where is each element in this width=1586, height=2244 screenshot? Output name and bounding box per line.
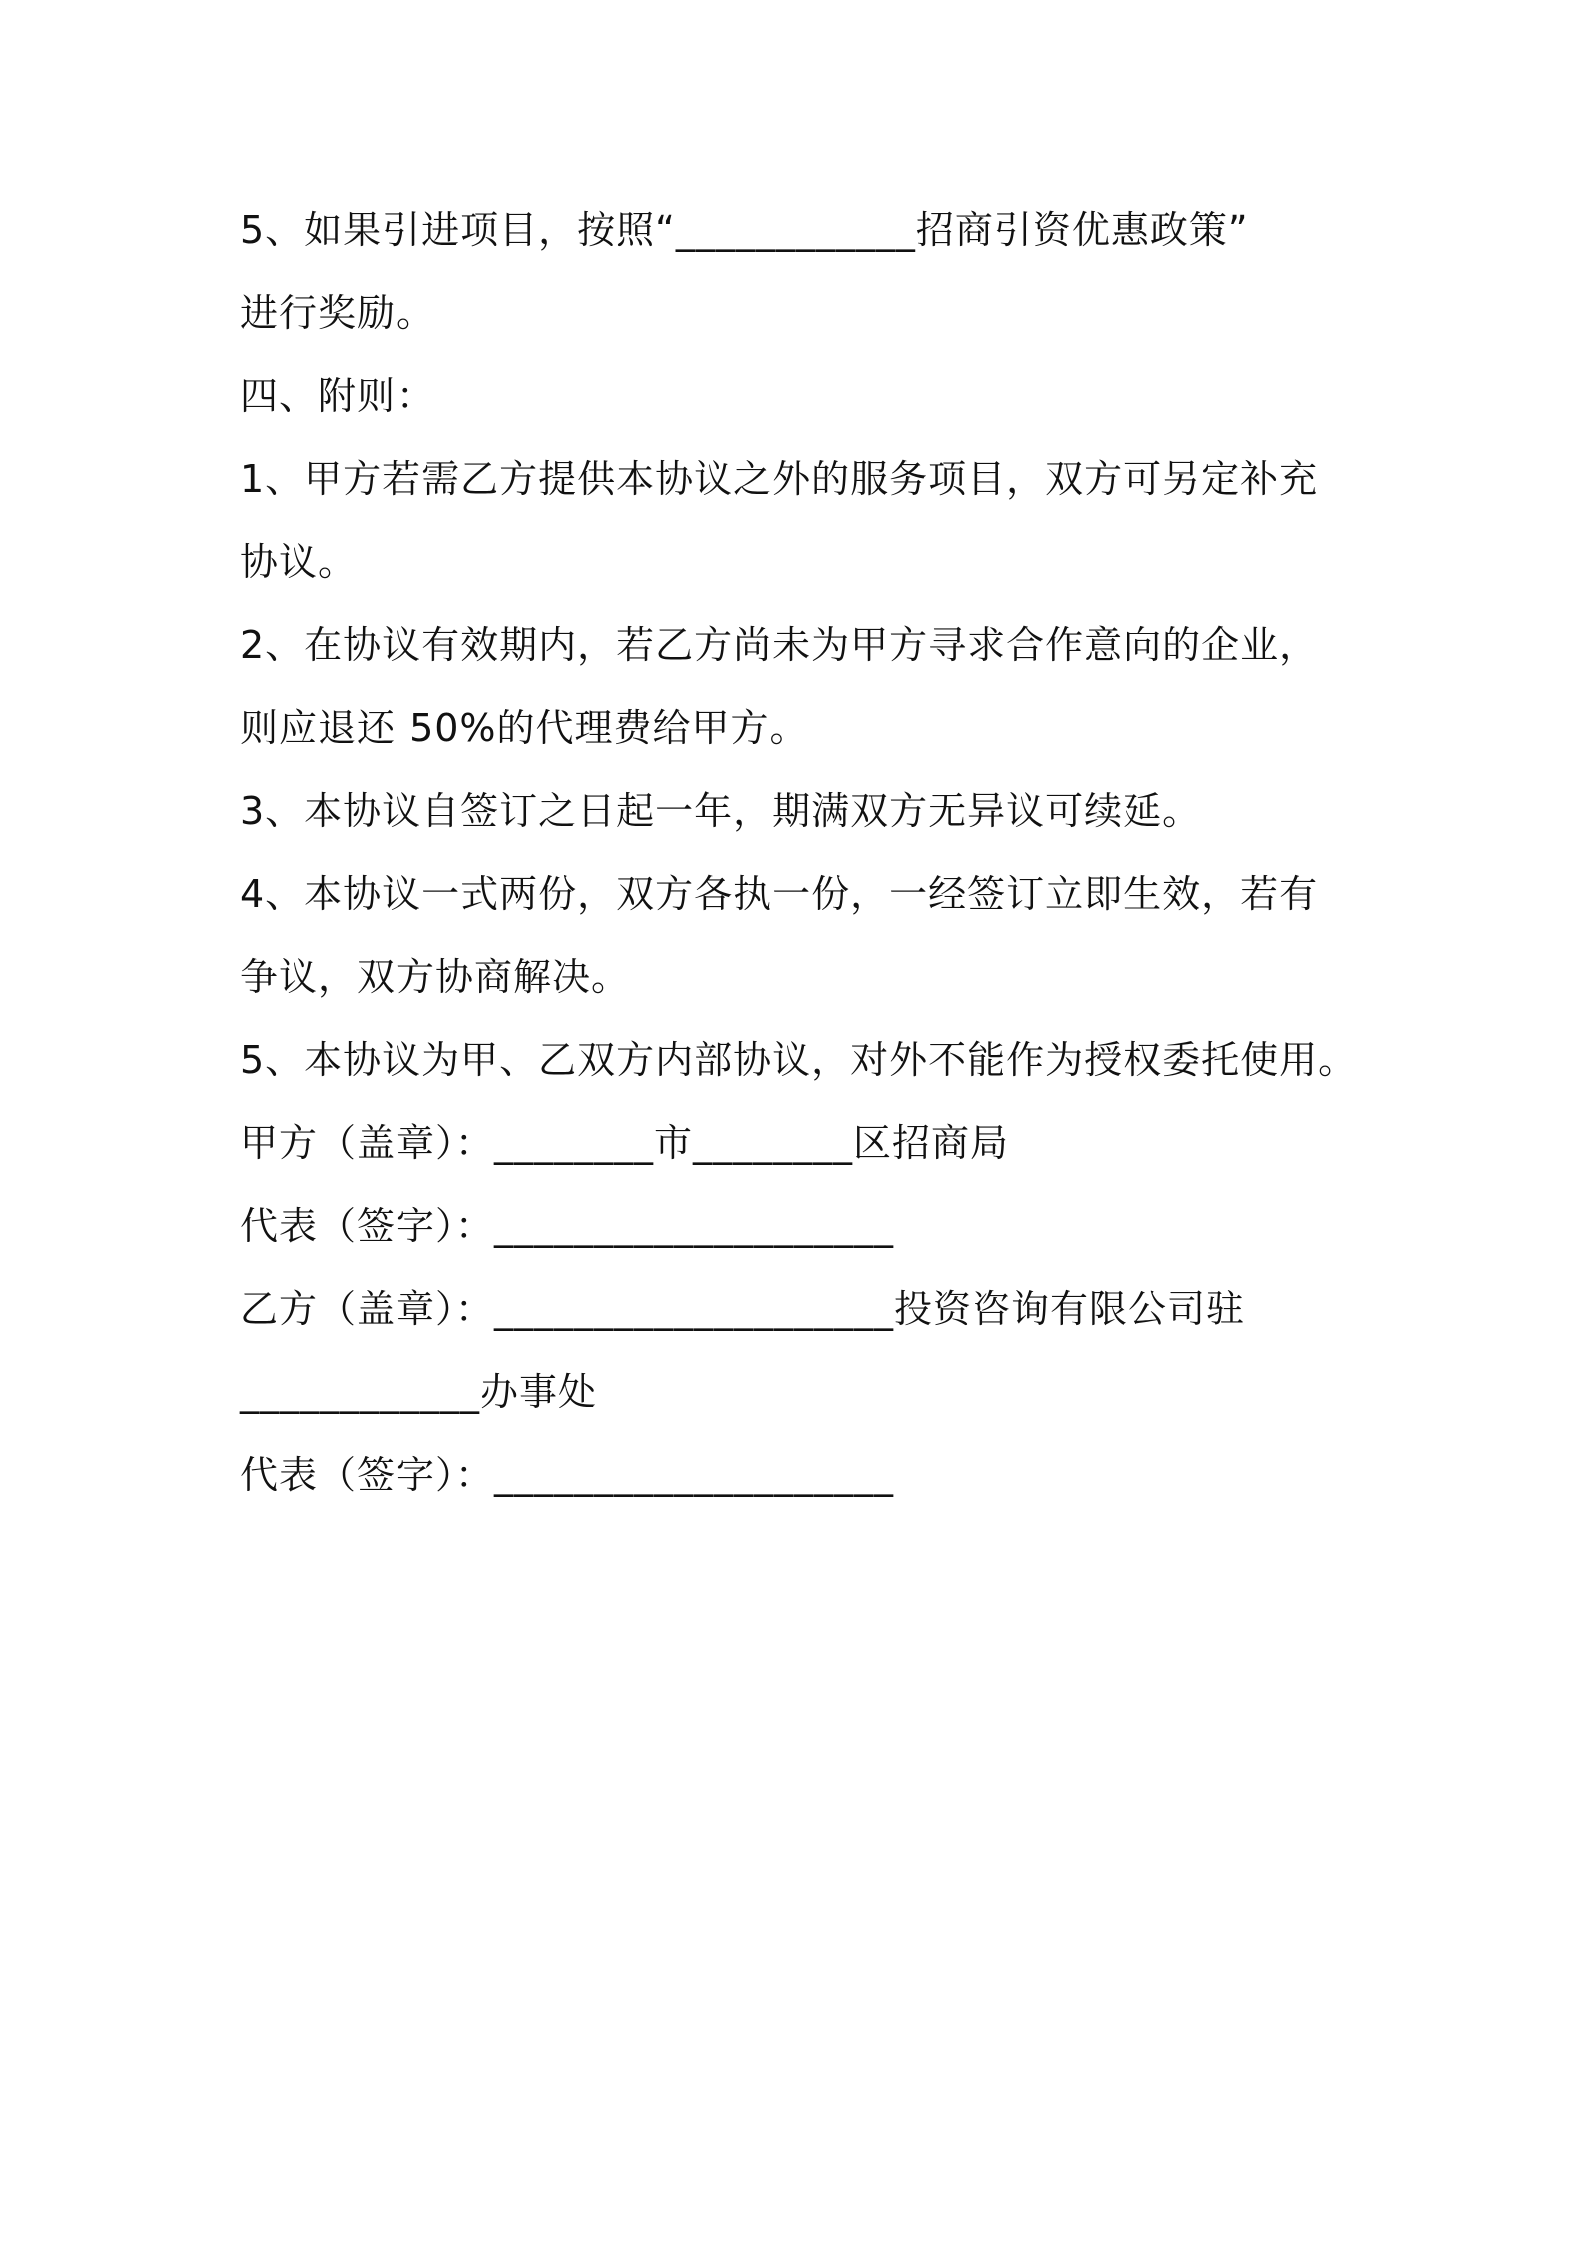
party-a-seal-line: 甲方（盖章）：________市________区招商局 (240, 1121, 1010, 1165)
clause-5-reward-line-1: 5、如果引进项目，按照“____________招商引资优惠政策” (240, 208, 1249, 252)
appendix-clause-1-line-2: 协议。 (240, 540, 358, 584)
appendix-clause-1-line-1: 1、甲方若需乙方提供本协议之外的服务项目，双方可另定补充 (240, 457, 1319, 501)
appendix-clause-2-line-1: 2、在协议有效期内，若乙方尚未为甲方寻求合作意向的企业， (240, 623, 1319, 667)
appendix-clause-2-line-2: 则应退还 50%的代理费给甲方。 (240, 706, 809, 750)
party-a-representative-line: 代表（签字）：____________________ (240, 1204, 895, 1248)
appendix-clause-3: 3、本协议自签订之日起一年，期满双方无异议可续延。 (240, 789, 1202, 833)
appendix-clause-4-line-2: 争议，双方协商解决。 (240, 955, 631, 999)
clause-5-reward-line-2: 进行奖励。 (240, 291, 436, 335)
party-b-seal-line-2: ____________办事处 (240, 1370, 598, 1414)
appendix-clause-5: 5、本协议为甲、乙双方内部协议，对外不能作为授权委托使用。 (240, 1038, 1358, 1082)
party-b-representative-line: 代表（签字）：____________________ (240, 1453, 895, 1497)
party-b-seal-line-1: 乙方（盖章）：____________________投资咨询有限公司驻 (240, 1287, 1246, 1331)
section-heading-appendix: 四、附则： (240, 374, 436, 418)
appendix-clause-4-line-1: 4、本协议一式两份，双方各执一份，一经签订立即生效，若有 (240, 872, 1319, 916)
